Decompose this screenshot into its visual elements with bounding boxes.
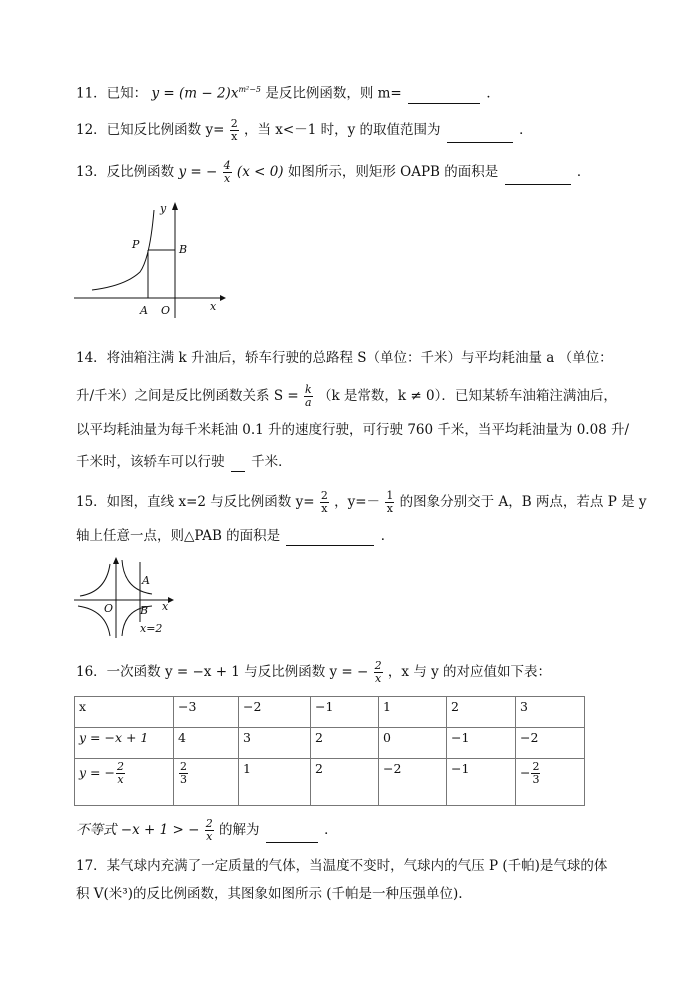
question-15-line-2: 轴上任意一点，则△PAB 的面积是 ． xyxy=(76,528,395,544)
table-cell: −1 xyxy=(311,697,379,728)
q15-fraction-2: $\frac{1}{x}$ xyxy=(386,489,394,515)
table-cell: 2 xyxy=(311,728,379,759)
table-cell: −2 xyxy=(516,728,585,759)
question-14-line-4: 千米时，该轿车可以行驶 千米． xyxy=(76,454,292,470)
label-b: B xyxy=(179,243,188,256)
table-cell: 3 xyxy=(516,697,585,728)
y-axis-arrow xyxy=(172,202,178,210)
q11-formula: y = (m − 2)x xyxy=(151,85,239,102)
question-12: 12．已知反比例函数 y= $\frac{2}{x}$ ，当 x<－1 时，y 的取值范围为 ． xyxy=(76,117,533,143)
table-cell: −1 xyxy=(447,759,516,806)
table-cell: 2 xyxy=(447,697,516,728)
q13-fraction: $\frac{4}{x}$ xyxy=(223,159,231,185)
q12-answer-blank[interactable] xyxy=(447,128,513,143)
label-x: x xyxy=(162,600,169,613)
label-p: P xyxy=(132,238,140,251)
q11-answer-blank[interactable] xyxy=(408,89,480,104)
q15-answer-blank[interactable] xyxy=(286,531,374,546)
question-15-line-1: 15．如图，直线 x=2 与反比例函数 y= $\frac{2}{x}$ ，y=－ $\frac{1}{x}$ 的图象分别交于 A，B 两点，若点 P 是 y xyxy=(76,489,647,515)
q15-fraction-1: $\frac{2}{x}$ xyxy=(320,489,328,515)
table-cell: x xyxy=(75,697,174,728)
q13-text: 如图所示，则矩形 OAPB 的面积是 xyxy=(287,164,499,180)
table-cell: y = − $\frac{2}{x}$ xyxy=(75,759,174,806)
question-16-inequality: 不等式 −x + 1 > − $\frac{2}{x}$ 的解为 ． xyxy=(76,817,338,843)
label-o: O xyxy=(104,602,114,615)
q14-fraction: $\frac{k}{a}$ xyxy=(304,383,312,409)
table-cell: 1 xyxy=(379,697,447,728)
q13-number: 13．反比例函数 xyxy=(76,164,179,180)
hyperbola-curve xyxy=(92,210,154,290)
value-table xyxy=(74,696,585,806)
table-cell: 0 xyxy=(379,728,447,759)
curve-q2 xyxy=(80,564,110,596)
question-17-line-2: 积 V(米³)的反比例函数，其图象如图所示 (千帕是一种压强单位). xyxy=(76,886,463,902)
table-cell: y = −x + 1 xyxy=(75,728,174,759)
figure-15-graph xyxy=(72,556,182,640)
label-o: O xyxy=(161,304,171,317)
q11-text: 是反比例函数，则 m= xyxy=(265,85,402,102)
q12-text-b: ，当 x<－1 时，y 的取值范围为 xyxy=(244,122,441,138)
x-axis-arrow xyxy=(220,295,226,301)
q11-number: 11．已知： xyxy=(76,85,148,102)
q12-text-a: 12．已知反比例函数 y= xyxy=(76,122,225,138)
label-a: A xyxy=(142,574,150,587)
q13-answer-blank[interactable] xyxy=(505,170,571,185)
table-row xyxy=(75,728,585,759)
table-cell: −3 xyxy=(174,697,239,728)
question-11: 11．已知： $y = (m - 2)x^{m^2-5}$ 是反比例函数，则 m= ． xyxy=(76,85,500,102)
question-14-line-3: 以平均耗油量为每千米耗油 0.1 升的速度行驶，可行驶 760 千米，当平均耗油量为 0.08 升/ xyxy=(76,422,630,438)
q11-exponent: m²−5 xyxy=(238,85,262,94)
q16-fraction: $\frac{2}{x}$ xyxy=(374,659,382,685)
q16-answer-blank[interactable] xyxy=(266,828,318,843)
question-14-line-1: 14．将油箱注满 k 升油后，轿车行驶的总路程 S（单位：千米）与平均耗油量 a （单位： xyxy=(76,350,613,366)
question-14-line-2: 升/千米）之间是反比例函数关系 S = $\frac{k}{a}$ （k 是常数，k ≠ 0）．已知某轿车油箱注满油后， xyxy=(76,383,617,409)
x-axis-arrow xyxy=(168,597,174,603)
table-cell: 2 xyxy=(311,759,379,806)
question-16: 16．一次函数 y = −x + 1 与反比例函数 y = − $\frac{2}{x}$ ，x 与 y 的对应值如下表： xyxy=(76,659,552,685)
figure-13-graph xyxy=(70,198,230,322)
table-row xyxy=(75,697,585,728)
label-y: y xyxy=(160,202,167,215)
table-cell: −2 xyxy=(239,697,311,728)
q16-ineq-fraction: $\frac{2}{x}$ xyxy=(205,817,213,843)
question-17-line-1: 17．某气球内充满了一定质量的气体，当温度不变时，气球内的气压 P (千帕)是气球的体 xyxy=(76,858,608,874)
table-cell: 4 xyxy=(174,728,239,759)
q13-condition: (x < 0) xyxy=(236,164,284,180)
table-cell: 1 xyxy=(239,759,311,806)
table-cell: 3 xyxy=(239,728,311,759)
q12-fraction: $\frac{2}{x}$ xyxy=(230,117,238,143)
table-cell: −1 xyxy=(447,728,516,759)
label-a: A xyxy=(140,304,148,317)
table-cell: $\frac{2}{3}$ xyxy=(174,759,239,806)
q14-answer-blank[interactable] xyxy=(231,457,245,472)
label-b: B xyxy=(140,604,149,617)
q13-lhs: y = − xyxy=(178,164,218,180)
label-x: x xyxy=(210,300,217,313)
question-13: 13．反比例函数 y = − $\frac{4}{x}$ (x < 0) 如图所示，则矩形 OAPB 的面积是 ． xyxy=(76,159,591,185)
table-cell: −2 xyxy=(379,759,447,806)
label-line: x=2 xyxy=(140,622,163,635)
y-axis-arrow xyxy=(113,557,119,564)
table-row xyxy=(75,759,585,806)
table-cell: − $\frac{2}{3}$ xyxy=(516,759,585,806)
